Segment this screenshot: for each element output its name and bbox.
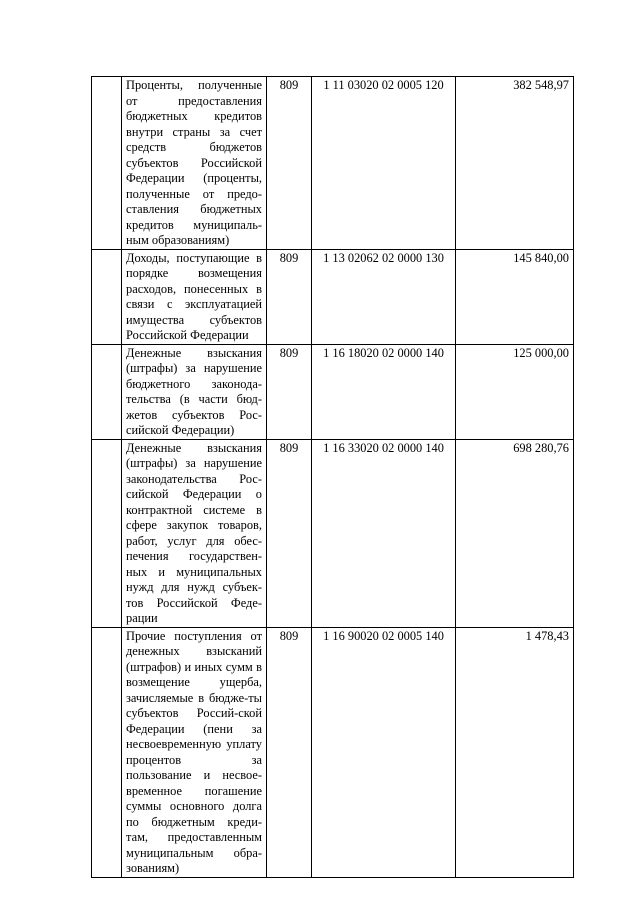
revenue-name-cell: Доходы, поступающие в порядке возмещения расходов, понесенных в связи с эксплуатацией имущества субъектов Российской Федерации (122, 249, 267, 344)
amount-cell: 382 548,97 (456, 77, 574, 250)
revenue-name-cell: Прочие поступления от денежных взысканий (штрафов) и иных сумм в возмещение ущерба, зачисляемые в бюдже-ты субъектов Россий-ской Федерации (пени за несвоевременную уплату процентов за пользование и несвое-временное погашение суммы основного долга по бюджетным креди-там, предоставленным муниципальным обра-зованиям) (122, 627, 267, 877)
amount-cell: 698 280,76 (456, 439, 574, 627)
table-row (92, 77, 574, 250)
revenue-name-cell: Проценты, полученные от предоставления бюджетных кредитов внутри страны за счет средств бюджетов субъектов Российской Федерации (проценты, полученные от предо-ставления бюджетных кредитов муниципаль-ным образованиям) (122, 77, 267, 250)
budget-classification-code-cell: 1 13 02062 02 0000 130 (312, 249, 456, 344)
admin-code-cell: 809 (267, 249, 312, 344)
budget-classification-code-cell: 1 16 90020 02 0005 140 (312, 627, 456, 877)
table-row (92, 627, 574, 877)
revenue-table (91, 76, 574, 878)
budget-classification-code-cell: 1 11 03020 02 0005 120 (312, 77, 456, 250)
table-row (92, 439, 574, 627)
blank-cell (92, 344, 122, 439)
amount-cell: 125 000,00 (456, 344, 574, 439)
blank-cell (92, 249, 122, 344)
amount-cell: 1 478,43 (456, 627, 574, 877)
admin-code-cell: 809 (267, 77, 312, 250)
blank-cell (92, 627, 122, 877)
budget-classification-code-cell: 1 16 18020 02 0000 140 (312, 344, 456, 439)
blank-cell (92, 439, 122, 627)
admin-code-cell: 809 (267, 627, 312, 877)
budget-classification-code-cell: 1 16 33020 02 0000 140 (312, 439, 456, 627)
table-row (92, 249, 574, 344)
admin-code-cell: 809 (267, 439, 312, 627)
admin-code-cell: 809 (267, 344, 312, 439)
amount-cell: 145 840,00 (456, 249, 574, 344)
revenue-name-cell: Денежные взыскания (штрафы) за нарушение законодательства Рос-сийской Федерации о контрактной системе в сфере закупок товаров, работ, услуг для обес-печения государствен-ных и муниципальных нужд для нужд субъек-тов Российской Феде-рации (122, 439, 267, 627)
table-row (92, 344, 574, 439)
revenue-name-cell: Денежные взыскания (штрафы) за нарушение бюджетного законода-тельства (в части бюд-жетов субъектов Рос-сийской Федерации) (122, 344, 267, 439)
blank-cell (92, 77, 122, 250)
